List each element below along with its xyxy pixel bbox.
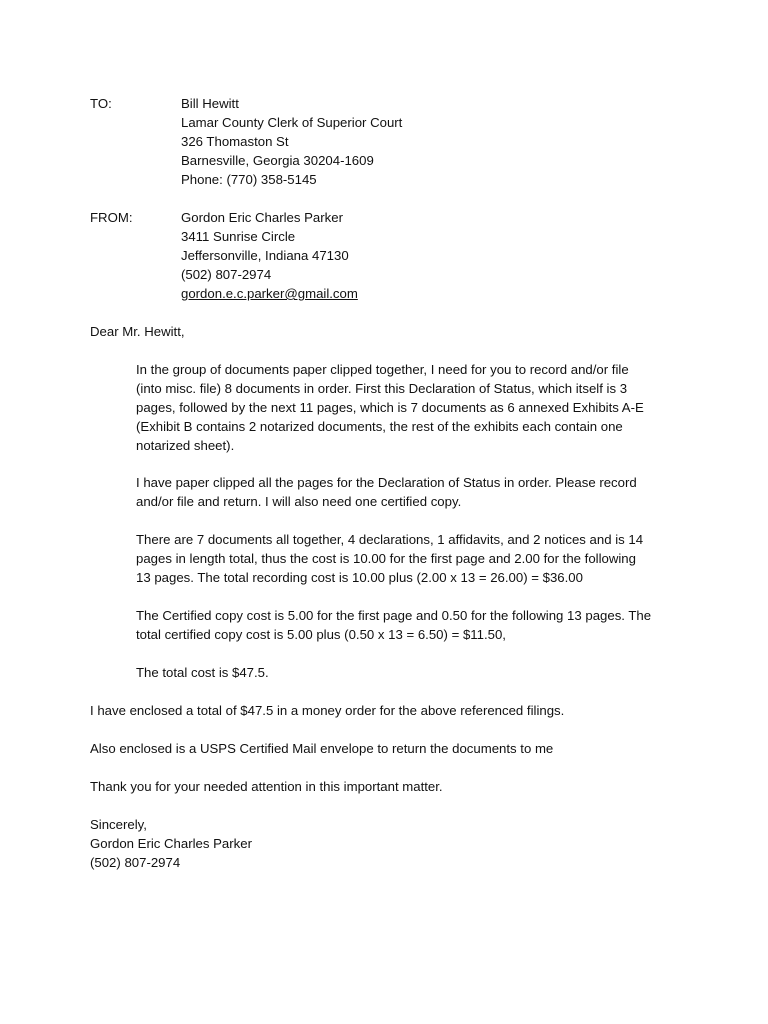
from-label: FROM: xyxy=(90,210,133,225)
from-name: Gordon Eric Charles Parker xyxy=(181,210,343,225)
paragraph-line: The total cost is $47.5. xyxy=(136,665,269,680)
to-label: TO: xyxy=(90,96,112,111)
from-email-link[interactable]: gordon.e.c.parker@gmail.com xyxy=(181,286,358,301)
to-office: Lamar County Clerk of Superior Court xyxy=(181,115,403,130)
paragraph-clipped xyxy=(136,473,681,511)
to-city: Barnesville, Georgia 30204-1609 xyxy=(181,153,374,168)
to-phone: Phone: (770) 358-5145 xyxy=(181,172,317,187)
paragraph-line: total certified copy cost is 5.00 plus (0.50 x 13 = 6.50) = $11.50, xyxy=(136,627,506,642)
enclosed-envelope: Also enclosed is a USPS Certified Mail envelope to return the documents to me xyxy=(90,741,554,756)
signature-phone: (502) 807-2974 xyxy=(90,855,181,870)
from-city: Jeffersonville, Indiana 47130 xyxy=(181,248,349,263)
paragraph-request xyxy=(136,360,681,455)
signature-name: Gordon Eric Charles Parker xyxy=(90,836,252,851)
paragraph-line: pages in length total, thus the cost is 10.00 for the first page and 2.00 for the following xyxy=(136,551,636,566)
valediction: Sincerely, xyxy=(90,817,147,832)
paragraph-line: notarized sheet). xyxy=(136,438,235,453)
paragraph-line: I have paper clipped all the pages for the Declaration of Status in order. Please record xyxy=(136,475,637,490)
paragraph-line: There are 7 documents all together, 4 declarations, 1 affidavits, and 2 notices and is 14 xyxy=(136,532,644,547)
from-street: 3411 Sunrise Circle xyxy=(181,229,296,244)
enclosed-money-order: I have enclosed a total of $47.5 in a money order for the above referenced filings. xyxy=(90,703,565,718)
thanks-line: Thank you for your needed attention in this important matter. xyxy=(90,779,443,794)
paragraph-line: The Certified copy cost is 5.00 for the first page and 0.50 for the following 13 pages. The xyxy=(136,608,652,623)
paragraph-line: (into misc. file) 8 documents in order. First this Declaration of Status, which itself is 3 xyxy=(136,381,628,396)
paragraph-line: and/or file and return. I will also need one certified copy. xyxy=(136,494,462,509)
paragraph-line: 13 pages. The total recording cost is 10.00 plus (2.00 x 13 = 26.00) = $36.00 xyxy=(136,570,583,585)
paragraph-total-cost xyxy=(136,663,681,682)
salutation: Dear Mr. Hewitt, xyxy=(90,324,185,339)
paragraph-recording-cost xyxy=(136,530,681,587)
paragraph-certified-cost xyxy=(136,606,681,644)
paragraph-line: (Exhibit B contains 2 notarized documents, the rest of the exhibits each contain one xyxy=(136,419,623,434)
paragraph-line: pages, followed by the next 11 pages, which is 7 documents as 6 annexed Exhibits A-E xyxy=(136,400,644,415)
paragraph-line: In the group of documents paper clipped together, I need for you to record and/or file xyxy=(136,362,629,377)
to-street: 326 Thomaston St xyxy=(181,134,289,149)
from-phone: (502) 807-2974 xyxy=(181,267,272,282)
to-name: Bill Hewitt xyxy=(181,96,239,111)
